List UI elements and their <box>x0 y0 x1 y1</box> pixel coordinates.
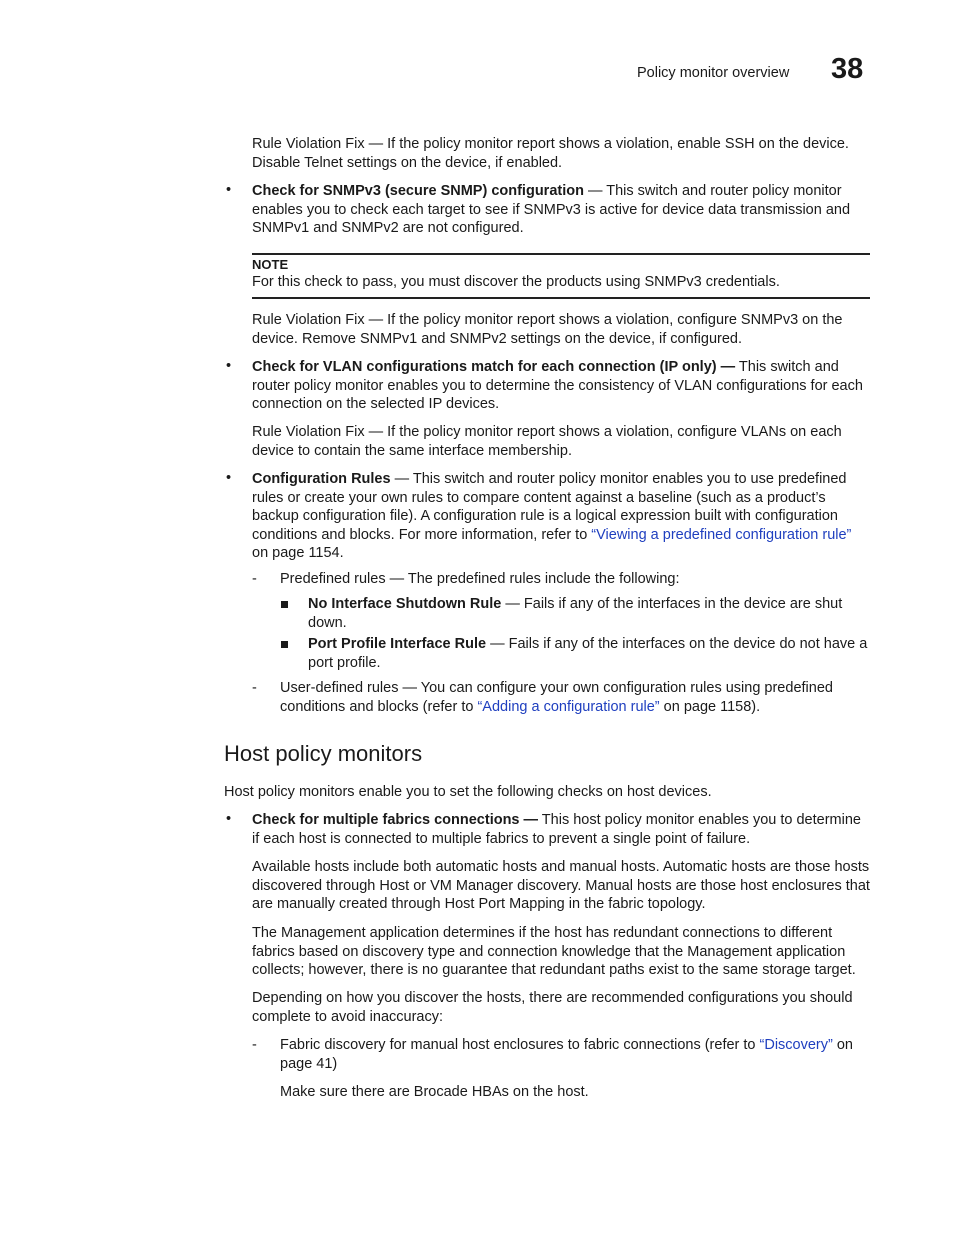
link-viewing-predefined-rule[interactable]: “Viewing a predefined configuration rule” <box>591 526 852 543</box>
bullet-marker: • <box>226 182 232 198</box>
bullet-term: Check for SNMPv3 (secure SNMP) configuration <box>252 183 584 199</box>
bullet-snmpv3-check <box>252 182 870 238</box>
bullet-text: — This switch and router policy monitor enables you to check each target to see if SNMPv3 is active for device data transmission and SNMPv1 and SNMPv2 are not configured. <box>252 183 851 237</box>
dash-marker: - <box>252 571 257 587</box>
sub-no-interface-shutdown <box>308 595 870 632</box>
link-discovery[interactable]: “Discovery” <box>759 1037 833 1053</box>
note-label: NOTE <box>252 257 289 272</box>
dash-text-after: on page 41) <box>280 1037 854 1072</box>
sub-text: — Fails if any of the interfaces in the device are shut down. <box>308 596 843 631</box>
dash-user-defined-rules <box>280 679 870 716</box>
available-hosts-paragraph: Available hosts include both automatic hosts and manual hosts. Automatic hosts are those hosts discovered through Host or VM Manager discovery. Manual hosts are those host enclosures that are manually created through Host Port Mapping in the fabric topology. <box>252 859 870 913</box>
sub-text: — Fails if any of the interfaces on the device do not have a port profile. <box>308 636 868 671</box>
dash-text: Fabric discovery for manual host enclosures to fabric connections (refer to <box>280 1037 760 1053</box>
section-heading: Host policy monitors <box>224 741 423 766</box>
dash-fabric-discovery <box>280 1036 870 1073</box>
rule-violation-fix-snmp: Rule Violation Fix — If the policy monitor report shows a violation, configure SNMPv3 on the device. Remove SNMPv1 and SNMPv2 settings on the device, if configured. <box>252 312 843 347</box>
bullet-term: Check for VLAN configurations match for each connection (IP only) — <box>252 359 736 375</box>
square-bullet-icon <box>281 641 288 648</box>
brocade-hba-note: Make sure there are Brocade HBAs on the host. <box>280 1084 589 1100</box>
management-application-paragraph: The Management application determines if the host has redundant connections to different fabrics based on discovery type and connection knowledge that the Management application collects; however, there is no guarantee that redundant paths exist to the same storage target. <box>252 925 856 979</box>
note-bottom-rule <box>252 297 870 299</box>
bullet-text: This switch and router policy monitor enables you to determine the consistency of VLAN configurations for each connection on the selected IP devices. <box>252 359 863 413</box>
bullet-term: Check for multiple fabrics connections — <box>252 812 539 828</box>
discovery-recommendation-paragraph: Depending on how you discover the hosts, there are recommended configurations you should complete to avoid inaccuracy: <box>252 990 853 1025</box>
section-intro: Host policy monitors enable you to set the following checks on host devices. <box>224 784 712 800</box>
sub-term: Port Profile Interface Rule <box>308 636 487 652</box>
bullet-configuration-rules <box>252 470 870 563</box>
bullet-multiple-fabrics <box>252 811 870 848</box>
sub-term: No Interface Shutdown Rule <box>308 596 502 612</box>
dash-text: User-defined rules — You can configure your own configuration rules using predefined conditions and blocks (refer to <box>280 680 833 715</box>
bullet-term: Configuration Rules <box>252 471 391 487</box>
dash-marker: - <box>252 680 257 696</box>
rule-violation-fix-vlan: Rule Violation Fix — If the policy monitor report shows a violation, configure VLANs on each device to contain the same interface membership. <box>252 424 842 459</box>
bullet-text: This host policy monitor enables you to determine if each host is connected to multiple fabrics to prevent a single point of failure. <box>252 812 861 847</box>
note-text: For this check to pass, you must discover the products using SNMPv3 credentials. <box>252 274 780 290</box>
dash-text-after: on page 1158). <box>659 698 761 715</box>
rule-violation-fix-ssh: Rule Violation Fix — If the policy monitor report shows a violation, enable SSH on the device. Disable Telnet settings on the device, if enabled. <box>252 136 849 171</box>
square-bullet-icon <box>281 601 288 608</box>
bullet-marker: • <box>226 358 232 374</box>
bullet-marker: • <box>226 470 232 486</box>
bullet-text-after: on page 1154. <box>252 545 344 562</box>
sub-port-profile-interface <box>308 635 870 672</box>
bullet-vlan-check <box>252 358 870 414</box>
dash-marker: - <box>252 1037 257 1053</box>
bullet-marker: • <box>226 811 232 827</box>
link-adding-configuration-rule[interactable]: “Adding a configuration rule” <box>477 698 660 715</box>
running-header-title: Policy monitor overview <box>637 65 790 81</box>
dash-predefined-rules: Predefined rules — The predefined rules include the following: <box>280 571 680 587</box>
bullet-text: — This switch and router policy monitor enables you to use predefined rules or create your own rules to compare content against a baseline (such as a product’s backup configuration file). A configuration rule is a logical expression built with configuration conditions and blocks. For more information, refer to <box>252 471 847 543</box>
note-top-rule <box>252 253 870 255</box>
chapter-number: 38 <box>831 53 864 85</box>
